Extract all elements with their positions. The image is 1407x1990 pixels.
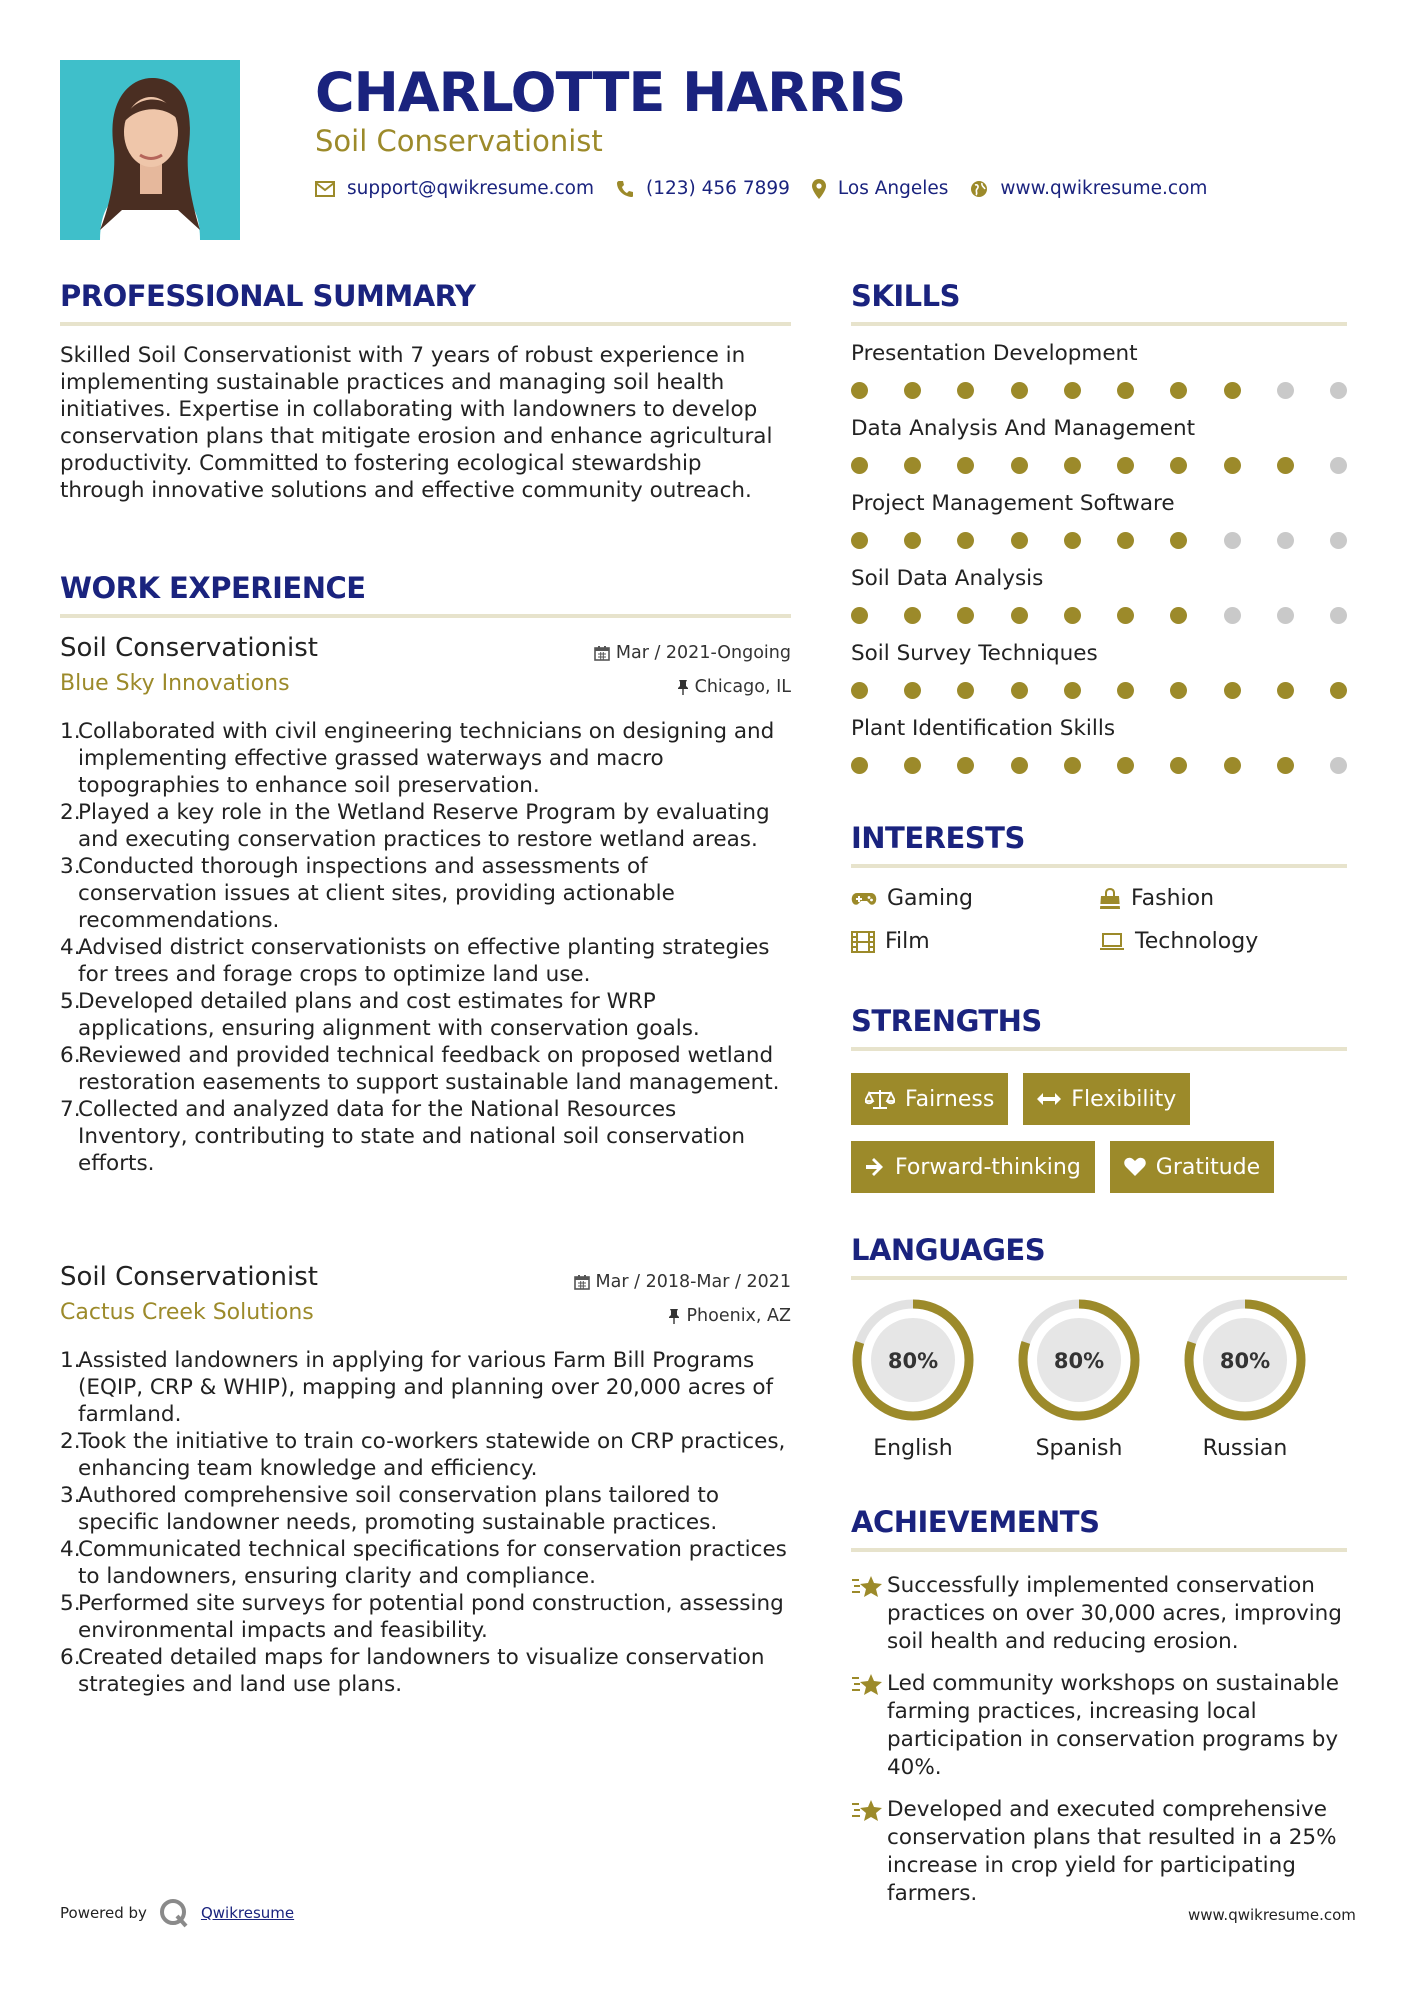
skill-item bbox=[851, 715, 1347, 790]
rating-dot-filled bbox=[904, 682, 921, 699]
rating-dot-filled bbox=[1170, 382, 1187, 399]
achievement-item bbox=[851, 1572, 1347, 1656]
list-item: Advised district conservationists on effective planting strategies for trees and forage crops to optimize land use. bbox=[78, 935, 770, 987]
rating-dot-filled bbox=[1064, 382, 1081, 399]
rating-dot-filled bbox=[904, 607, 921, 624]
rating-dot-empty bbox=[1330, 757, 1347, 774]
skill-item bbox=[851, 640, 1347, 715]
rating-dot-empty bbox=[1277, 607, 1294, 624]
job-company: Blue Sky Innovations bbox=[60, 671, 290, 696]
job-entry bbox=[60, 632, 791, 1177]
interest-item bbox=[1099, 886, 1347, 911]
section-divider bbox=[851, 322, 1347, 326]
rating-dot-filled bbox=[957, 532, 974, 549]
shooting-star-icon bbox=[851, 1670, 887, 1782]
skill-name: Data Analysis And Management bbox=[851, 416, 1196, 441]
footer-site[interactable]: www.qwikresume.com bbox=[1188, 1906, 1356, 1924]
list-item: Reviewed and provided technical feedback on proposed wetland restoration easements to support sustainable land management. bbox=[78, 1043, 780, 1095]
rating-dot-filled bbox=[851, 382, 868, 399]
rating-dot-empty bbox=[1330, 532, 1347, 549]
skill-name: Soil Survey Techniques bbox=[851, 641, 1098, 666]
rating-dot-filled bbox=[1117, 457, 1134, 474]
profile-photo bbox=[60, 60, 240, 240]
language-gauge bbox=[1017, 1298, 1141, 1422]
interest-item bbox=[851, 929, 1099, 954]
rating-dot-filled bbox=[904, 382, 921, 399]
section-divider bbox=[851, 1548, 1347, 1552]
summary-text: Skilled Soil Conservationist with 7 years of robust experience in implementing sustainable practices and managing soil health initiatives. Expertise in collaborating with landowners to develop conservation plans that mitigate erosion and enhance agricultural productivity. Committed to fostering ecological stewardship through innovative solutions and effective community outreach. bbox=[60, 343, 773, 503]
list-item: Took the initiative to train co-workers statewide on CRP practices, enhancing team knowledge and efficiency. bbox=[78, 1429, 786, 1481]
rating-dot-filled bbox=[904, 532, 921, 549]
strength-badge bbox=[851, 1141, 1095, 1193]
strength-label: Flexibility bbox=[1071, 1086, 1177, 1112]
contact-email[interactable]: support@qwikresume.com bbox=[347, 178, 594, 199]
arrow-right-icon bbox=[865, 1158, 885, 1176]
rating-dot-filled bbox=[1117, 757, 1134, 774]
interest-label: Technology bbox=[1135, 929, 1259, 954]
skill-name: Project Management Software bbox=[851, 491, 1175, 516]
rating-dot-filled bbox=[1170, 532, 1187, 549]
language-gauge bbox=[1183, 1298, 1307, 1422]
rating-dot-filled bbox=[1224, 757, 1241, 774]
rating-dot-empty bbox=[1330, 382, 1347, 399]
rating-dot-filled bbox=[1011, 457, 1028, 474]
achievement-text: Led community workshops on sustainable farming practices, increasing local participation in conservation programs by 40%. bbox=[887, 1671, 1339, 1780]
rating-dot-filled bbox=[851, 607, 868, 624]
rating-dot-filled bbox=[1224, 457, 1241, 474]
achievement-item bbox=[851, 1670, 1347, 1782]
interest-label: Film bbox=[885, 929, 930, 954]
contact-phone[interactable]: (123) 456 7899 bbox=[646, 178, 790, 199]
skill-rating bbox=[851, 382, 1347, 399]
rating-dot-filled bbox=[904, 757, 921, 774]
rating-dot-filled bbox=[1011, 682, 1028, 699]
strength-badge bbox=[1110, 1141, 1274, 1193]
skill-name: Presentation Development bbox=[851, 341, 1138, 366]
strengths-section bbox=[851, 1003, 1347, 1193]
skills-list bbox=[851, 340, 1347, 790]
map-marker-icon bbox=[812, 179, 826, 199]
interests-section bbox=[851, 820, 1347, 954]
skill-rating bbox=[851, 682, 1347, 699]
rating-dot-filled bbox=[1117, 532, 1134, 549]
list-item: Conducted thorough inspections and assessments of conservation issues at client sites, providing actionable recommendations. bbox=[78, 854, 675, 933]
achievements-heading: ACHIEVEMENTS bbox=[851, 1505, 1100, 1539]
skill-item bbox=[851, 340, 1347, 415]
skills-section bbox=[851, 278, 1347, 790]
rating-dot-filled bbox=[1117, 382, 1134, 399]
qwikresume-logo-icon bbox=[159, 1898, 189, 1928]
job-title: Soil Conservationist bbox=[60, 633, 318, 663]
experience-section bbox=[60, 570, 791, 618]
skill-item bbox=[851, 565, 1347, 640]
skill-name: Plant Identification Skills bbox=[851, 716, 1116, 741]
rating-dot-filled bbox=[1011, 532, 1028, 549]
qwikresume-link[interactable]: Qwikresume bbox=[200, 1904, 295, 1922]
rating-dot-filled bbox=[1170, 457, 1187, 474]
rating-dot-filled bbox=[851, 757, 868, 774]
section-divider bbox=[851, 1276, 1347, 1280]
language-gauge bbox=[851, 1298, 975, 1422]
rating-dot-filled bbox=[957, 382, 974, 399]
list-item: Collected and analyzed data for the National Resources Inventory, contributing to state and national soil conservation efforts. bbox=[78, 1097, 746, 1176]
rating-dot-filled bbox=[957, 682, 974, 699]
experience-heading: WORK EXPERIENCE bbox=[60, 571, 366, 605]
globe-icon bbox=[970, 180, 988, 198]
language-item bbox=[1183, 1298, 1307, 1461]
rating-dot-filled bbox=[1117, 682, 1134, 699]
rating-dot-filled bbox=[1170, 607, 1187, 624]
job-dates: Mar / 2018-Mar / 2021 bbox=[595, 1272, 791, 1292]
job-entry bbox=[60, 1261, 791, 1698]
list-item: Collaborated with civil engineering technicians on designing and implementing effective grassed waterways and macro topographies to enhance soil preservation. bbox=[78, 719, 775, 798]
rating-dot-filled bbox=[957, 757, 974, 774]
skill-item bbox=[851, 415, 1347, 490]
heart-icon bbox=[1124, 1157, 1146, 1177]
shooting-star-icon bbox=[851, 1572, 887, 1656]
footer-branding bbox=[60, 1898, 294, 1928]
interest-item bbox=[851, 886, 1099, 911]
calendar-icon bbox=[594, 645, 610, 661]
skill-rating bbox=[851, 457, 1347, 474]
languages-section bbox=[851, 1232, 1347, 1461]
rating-dot-filled bbox=[1064, 532, 1081, 549]
list-item: Created detailed maps for landowners to visualize conservation strategies and land use plans. bbox=[78, 1645, 765, 1697]
skills-heading: SKILLS bbox=[851, 279, 960, 313]
shopping-bag-icon bbox=[1099, 888, 1121, 910]
list-item: Developed detailed plans and cost estimates for WRP applications, ensuring alignment with conservation goals. bbox=[78, 989, 700, 1041]
strength-label: Fairness bbox=[905, 1086, 995, 1112]
rating-dot-filled bbox=[1224, 382, 1241, 399]
language-name: English bbox=[873, 1436, 953, 1461]
gamepad-icon bbox=[851, 891, 877, 907]
rating-dot-filled bbox=[1277, 757, 1294, 774]
section-divider bbox=[851, 1047, 1347, 1051]
rating-dot-filled bbox=[851, 532, 868, 549]
interest-label: Fashion bbox=[1131, 886, 1215, 911]
rating-dot-filled bbox=[1330, 682, 1347, 699]
pushpin-icon bbox=[677, 679, 689, 695]
rating-dot-empty bbox=[1224, 532, 1241, 549]
rating-dot-filled bbox=[1064, 757, 1081, 774]
language-name: Spanish bbox=[1035, 1436, 1123, 1461]
summary-section bbox=[60, 278, 791, 504]
strength-label: Gratitude bbox=[1155, 1154, 1261, 1180]
job-company: Cactus Creek Solutions bbox=[60, 1300, 314, 1325]
rating-dot-empty bbox=[1330, 457, 1347, 474]
skill-rating bbox=[851, 607, 1347, 624]
job-dates-row bbox=[594, 642, 791, 664]
rating-dot-filled bbox=[1224, 682, 1241, 699]
contact-website[interactable]: www.qwikresume.com bbox=[1000, 178, 1208, 199]
gauge-label: 80% bbox=[887, 1349, 939, 1373]
section-divider bbox=[60, 322, 791, 326]
job-bullet-list bbox=[60, 718, 791, 1177]
strengths-heading: STRENGTHS bbox=[851, 1004, 1042, 1038]
list-item: Performed site surveys for potential pond construction, assessing environmental impacts and feasibility. bbox=[78, 1591, 784, 1643]
language-item bbox=[1017, 1298, 1141, 1461]
candidate-title: Soil Conservationist bbox=[315, 124, 603, 158]
avatar bbox=[60, 60, 240, 240]
film-icon bbox=[851, 931, 875, 953]
language-name: Russian bbox=[1202, 1436, 1288, 1461]
rating-dot-empty bbox=[1330, 607, 1347, 624]
rating-dot-filled bbox=[957, 607, 974, 624]
job-location-row bbox=[594, 676, 791, 698]
skill-name: Soil Data Analysis bbox=[851, 566, 1044, 591]
rating-dot-filled bbox=[1011, 382, 1028, 399]
list-item: Communicated technical specifications for conservation practices to landowners, ensuring clarity and compliance. bbox=[78, 1537, 787, 1589]
rating-dot-filled bbox=[1277, 682, 1294, 699]
section-divider bbox=[60, 614, 791, 618]
rating-dot-filled bbox=[1170, 682, 1187, 699]
rating-dot-empty bbox=[1277, 382, 1294, 399]
shooting-star-icon bbox=[851, 1796, 887, 1908]
achievement-item bbox=[851, 1796, 1347, 1908]
contact-location: Los Angeles bbox=[837, 178, 949, 199]
achievement-text: Developed and executed comprehensive conservation plans that resulted in a 25% increase in crop yield for participating farmers. bbox=[887, 1797, 1337, 1906]
laptop-icon bbox=[1099, 932, 1125, 952]
rating-dot-filled bbox=[851, 682, 868, 699]
job-dates-row bbox=[574, 1271, 791, 1293]
rating-dot-empty bbox=[1224, 607, 1241, 624]
rating-dot-filled bbox=[1011, 607, 1028, 624]
achievements-section bbox=[851, 1504, 1347, 1908]
strength-label: Forward-thinking bbox=[895, 1154, 1081, 1180]
strength-badge bbox=[851, 1073, 1008, 1125]
interest-label: Gaming bbox=[887, 886, 973, 911]
language-item bbox=[851, 1298, 975, 1461]
interests-heading: INTERESTS bbox=[851, 821, 1025, 855]
powered-by-text: Powered by bbox=[60, 1904, 147, 1922]
section-divider bbox=[851, 864, 1347, 868]
list-item: Authored comprehensive soil conservation plans tailored to specific landowner needs, promoting sustainable practices. bbox=[78, 1483, 719, 1535]
skill-rating bbox=[851, 532, 1347, 549]
job-title: Soil Conservationist bbox=[60, 1262, 318, 1292]
skill-item bbox=[851, 490, 1347, 565]
rating-dot-filled bbox=[957, 457, 974, 474]
job-bullet-list bbox=[60, 1347, 791, 1698]
summary-heading: PROFESSIONAL SUMMARY bbox=[60, 279, 476, 313]
skill-rating bbox=[851, 757, 1347, 774]
job-location: Phoenix, AZ bbox=[686, 1306, 791, 1326]
languages-heading: LANGUAGES bbox=[851, 1233, 1046, 1267]
rating-dot-filled bbox=[1064, 457, 1081, 474]
job-location-row bbox=[574, 1305, 791, 1327]
pushpin-icon bbox=[668, 1308, 680, 1324]
contact-bar bbox=[315, 178, 1229, 199]
achievement-text: Successfully implemented conservation practices on over 30,000 acres, improving soil health and reducing erosion. bbox=[887, 1573, 1342, 1654]
job-dates: Mar / 2021-Ongoing bbox=[615, 643, 791, 663]
rating-dot-filled bbox=[1064, 682, 1081, 699]
balance-scale-icon bbox=[865, 1088, 895, 1110]
envelope-icon bbox=[315, 181, 335, 197]
calendar-icon bbox=[574, 1274, 590, 1290]
rating-dot-filled bbox=[1170, 757, 1187, 774]
rating-dot-filled bbox=[1064, 607, 1081, 624]
rating-dot-empty bbox=[1277, 532, 1294, 549]
gauge-label: 80% bbox=[1053, 1349, 1105, 1373]
rating-dot-filled bbox=[1117, 607, 1134, 624]
strength-badge bbox=[1023, 1073, 1190, 1125]
rating-dot-filled bbox=[1277, 457, 1294, 474]
list-item: Assisted landowners in applying for various Farm Bill Programs (EQIP, CRP & WHIP), mapping and planning over 20,000 acres of farmland. bbox=[78, 1348, 774, 1427]
rating-dot-filled bbox=[1011, 757, 1028, 774]
interest-item bbox=[1099, 929, 1347, 954]
list-item: Played a key role in the Wetland Reserve Program by evaluating and executing conservation practices to restore wetland areas. bbox=[78, 800, 770, 852]
gauge-label: 80% bbox=[1219, 1349, 1271, 1373]
job-location: Chicago, IL bbox=[694, 677, 791, 697]
arrows-h-icon bbox=[1037, 1092, 1061, 1106]
rating-dot-filled bbox=[851, 457, 868, 474]
phone-icon bbox=[616, 180, 634, 198]
candidate-name: CHARLOTTE HARRIS bbox=[315, 61, 906, 124]
rating-dot-filled bbox=[904, 457, 921, 474]
